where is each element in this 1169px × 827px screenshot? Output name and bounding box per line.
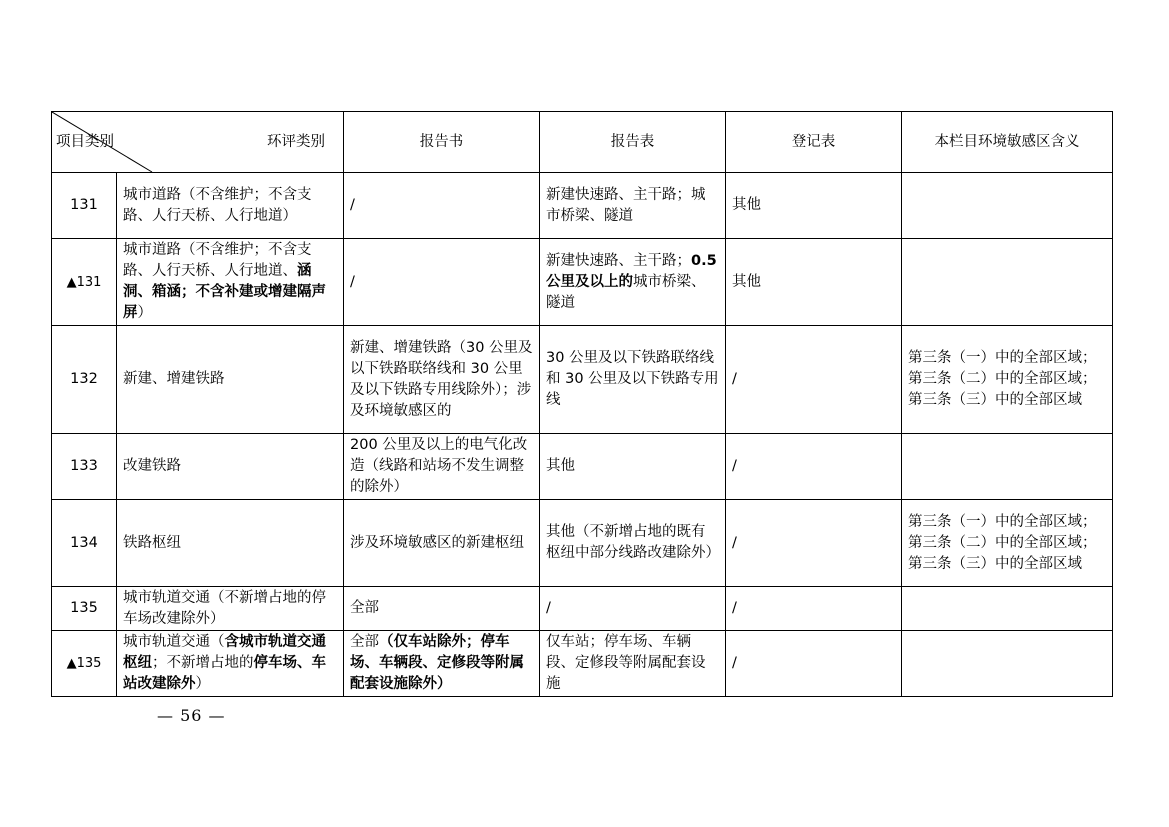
project-name: 改建铁路 [117, 434, 344, 500]
header-row [52, 112, 1113, 173]
report-form-cell: / [540, 587, 726, 631]
report-form-cell: 新建快速路、主干路；城市桥梁、隧道 [540, 173, 726, 239]
table-row [52, 173, 1113, 239]
registration-form-header: 登记表 [726, 112, 902, 173]
sensitive-area-cell: 第三条（一）中的全部区域；第三条（二）中的全部区域；第三条（三）中的全部区域 [902, 326, 1113, 434]
project-name: 城市道路（不含维护；不含支路、人行天桥、人行地道、涵洞、箱涵；不含补建或增建隔声屏） [117, 239, 344, 326]
registration-cell: / [726, 500, 902, 587]
table-row [52, 631, 1113, 697]
report-book-cell: / [344, 239, 540, 326]
report-book-cell: 全部 [344, 587, 540, 631]
report-book-cell: 涉及环境敏感区的新建枢纽 [344, 500, 540, 587]
report-book-cell: / [344, 173, 540, 239]
report-form-cell: 其他（不新增占地的既有枢纽中部分线路改建除外） [540, 500, 726, 587]
report-form-cell: 30 公里及以下铁路联络线和 30 公里及以下铁路专用线 [540, 326, 726, 434]
eia-category-label: 环评类别 [267, 134, 325, 150]
sensitive-area-cell [902, 631, 1113, 697]
row-number: 134 [52, 500, 117, 587]
row-number: 131 [52, 173, 117, 239]
row-number: 132 [52, 326, 117, 434]
eia-classification-table [51, 111, 1113, 697]
row-number: 135 [52, 587, 117, 631]
registration-cell: 其他 [726, 239, 902, 326]
report-book-cell: 全部（仅车站除外；停车场、车辆段、定修段等附属配套设施除外） [344, 631, 540, 697]
project-category-label: 项目类别 [56, 134, 114, 150]
report-book-header: 报告书 [344, 112, 540, 173]
project-name: 新建、增建铁路 [117, 326, 344, 434]
report-form-cell: 其他 [540, 434, 726, 500]
report-form-cell: 新建快速路、主干路；0.5 公里及以上的城市桥梁、隧道 [540, 239, 726, 326]
sensitive-area-header: 本栏目环境敏感区含义 [902, 112, 1113, 173]
row-number: ▲131 [52, 239, 117, 326]
registration-cell: / [726, 326, 902, 434]
sensitive-area-cell [902, 239, 1113, 326]
sensitive-area-cell [902, 173, 1113, 239]
report-form-header: 报告表 [540, 112, 726, 173]
row-number: 133 [52, 434, 117, 500]
row-number: ▲135 [52, 631, 117, 697]
page-number: — 56 — [157, 706, 226, 725]
table-row [52, 239, 1113, 326]
sensitive-area-cell [902, 587, 1113, 631]
project-name: 城市轨道交通（不新增占地的停车场改建除外） [117, 587, 344, 631]
sensitive-area-cell: 第三条（一）中的全部区域；第三条（二）中的全部区域；第三条（三）中的全部区域 [902, 500, 1113, 587]
registration-cell: / [726, 631, 902, 697]
header-diagonal-cell [52, 112, 344, 173]
project-name: 城市轨道交通（含城市轨道交通枢纽；不新增占地的停车场、车站改建除外） [117, 631, 344, 697]
table-row [52, 326, 1113, 434]
project-name: 城市道路（不含维护；不含支路、人行天桥、人行地道） [117, 173, 344, 239]
table-row [52, 434, 1113, 500]
table-row [52, 587, 1113, 631]
report-form-cell: 仅车站；停车场、车辆段、定修段等附属配套设施 [540, 631, 726, 697]
project-name: 铁路枢纽 [117, 500, 344, 587]
registration-cell: 其他 [726, 173, 902, 239]
report-book-cell: 新建、增建铁路（30 公里及以下铁路联络线和 30 公里及以下铁路专用线除外）；涉及环境敏感区的 [344, 326, 540, 434]
table-row [52, 500, 1113, 587]
sensitive-area-cell [902, 434, 1113, 500]
report-book-cell: 200 公里及以上的电气化改造（线路和站场不发生调整的除外） [344, 434, 540, 500]
registration-cell: / [726, 587, 902, 631]
registration-cell: / [726, 434, 902, 500]
